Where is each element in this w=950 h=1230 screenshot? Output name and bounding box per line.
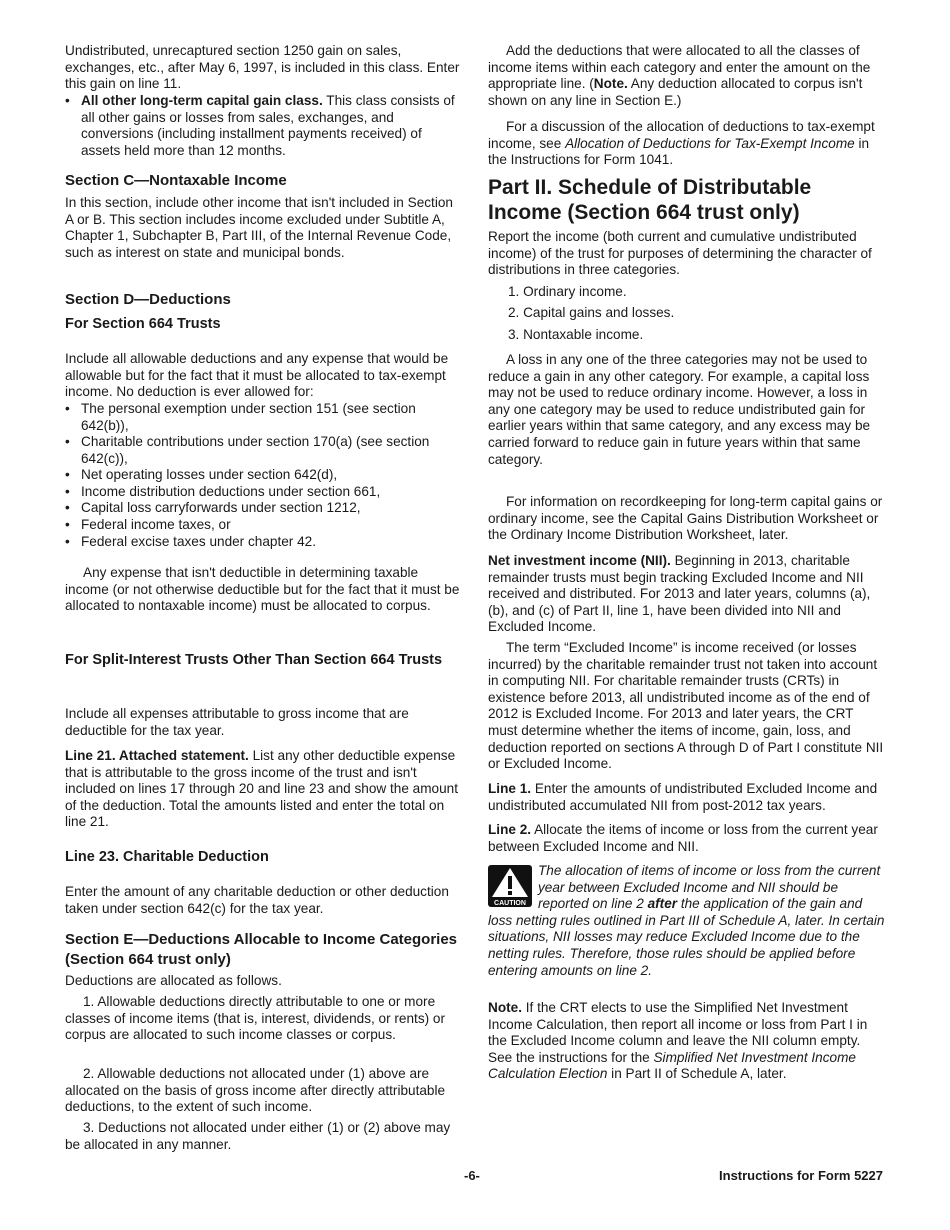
italic-text: Allocation of Deductions for Tax-Exempt Income <box>565 135 855 151</box>
section-heading <box>65 171 460 191</box>
text-run: For Section 664 Trusts <box>65 316 221 332</box>
text-run: A loss in any one of the three categories may not be used to reduce a gain in any other category. For example, a capital loss may not be used to reduce ordinary income. However, a loss in any one category may be used to reduce undistributed gain for earlier years within that same category, and any excess may be carried forward to reduce gain in future years within that same category. <box>488 352 871 467</box>
text-run: Include all allowable deductions and any expense that would be allowable but for the fact that it must be allocated to tax-exempt income. No deduction is ever allowed for: <box>65 351 449 400</box>
bold-text: Note. <box>488 1000 522 1015</box>
text-run: For Split-Interest Trusts Other Than Section 664 Trusts <box>65 652 443 668</box>
subheading <box>65 848 460 868</box>
paragraph <box>488 229 885 279</box>
text-run: Part II. Schedule of Distributable Income (Section 664 trust only) <box>488 176 812 224</box>
text-run: Allocate the items of income or loss from the current year between Excluded Income and NII. <box>488 822 878 854</box>
text-run: Federal excise taxes under chapter 42. <box>81 534 317 549</box>
paragraph <box>65 884 460 917</box>
bullet-item <box>65 500 460 517</box>
text-run: Net operating losses under section 642(d), <box>81 467 338 482</box>
paragraph <box>65 195 460 261</box>
bold-text: All other long-term capital gain class. <box>81 93 323 108</box>
bullet-item <box>65 517 460 534</box>
text-run: in the Instructions for Form 1041. <box>488 135 870 168</box>
subheading <box>65 315 460 335</box>
footer-form-title: Instructions for Form 5227 <box>719 1168 883 1183</box>
part-heading <box>488 175 885 225</box>
paragraph <box>488 640 885 773</box>
bullet-item <box>65 93 460 159</box>
text-run: Deductions are allocated as follows. <box>65 973 282 988</box>
italic-text: the application of the gain and loss netting rules outlined in Part III of Schedule A, later. In certain situations, NII losses may reduce Excluded Income due to the netting rules. Therefore, those rules should be applied before entering amounts on line 2. <box>488 896 885 978</box>
text-run: Income distribution deductions under section 661, <box>81 484 381 499</box>
text-run: Federal income taxes, or <box>81 517 231 532</box>
svg-text:CAUTION: CAUTION <box>494 900 526 907</box>
text-run: Beginning in 2013, charitable remainder trusts must begin tracking Excluded Income and NII received and distributed. For 2013 and later years, columns (a), (b), and (c) of Part II, line 1, have been divided into NII and Excluded Income. <box>488 553 871 635</box>
text-run: 1. Ordinary income. <box>508 284 627 299</box>
text-run: 3. Deductions not allocated under either (1) or (2) above may be allocated in any manner. <box>65 1120 451 1152</box>
bullet-item <box>65 484 460 501</box>
paragraph <box>65 973 460 990</box>
bullet-item <box>65 467 460 484</box>
text-run: Section E—Deductions Allocable to Income Categories (Section 664 trust only) <box>65 931 458 968</box>
paragraph <box>488 1000 885 1083</box>
text-run: Charitable contributions under section 170(a) (see section 642(c)), <box>81 434 430 466</box>
bold-text: Net investment income (NII). <box>488 553 671 568</box>
text-run: Enter the amounts of undistributed Excluded Income and undistributed accumulated NII from post-2012 tax years. <box>488 781 878 813</box>
bullet-item <box>65 534 460 551</box>
bold-text: Line 1. <box>488 781 532 796</box>
paragraph <box>488 781 885 814</box>
text-run: 2. Allowable deductions not allocated under (1) above are allocated on the basis of gross income after directly attributable deductions, to the extent of such income. <box>65 1066 446 1115</box>
text-run: List any other deductible expense that is attributable to the gross income of the trust and isn't included on lines 17 through 20 and line 23 and show the amount of the deduction. Total the amounts listed and enter the total on line 21. <box>65 748 458 830</box>
paragraph <box>488 553 885 636</box>
text-run: Undistributed, unrecaptured section 1250 gain on sales, exchanges, etc., after May 6, 1997, is included in this class. Enter this gain on line 11. <box>65 43 460 92</box>
text-run: Capital loss carryforwards under section 1212, <box>81 500 361 515</box>
text-run: The personal exemption under section 151 (see section 642(b)), <box>81 401 416 433</box>
text-run: For information on recordkeeping for long-term capital gains or ordinary income, see the Capital Gains Distribution Worksheet or the Ordinary Income Distribution Worksheet, later. <box>488 494 883 543</box>
numbered-item <box>488 327 885 344</box>
text-run: in Part II of Schedule A, later. <box>607 1066 787 1082</box>
paragraph <box>65 1120 460 1153</box>
paragraph <box>65 1066 460 1116</box>
paragraph <box>488 43 885 109</box>
text-run: In this section, include other income that isn't included in Section A or B. This section includes income excluded under Subtitle A, Chapter 1, Subchapter B, Part III, of the Internal Revenue Code, such as interest on state and municipal bonds. <box>65 195 453 260</box>
bold-text: Note. <box>593 76 628 92</box>
text-run: This class consists of all other gains or losses from sales, exchanges, and conversions (including installment payments received) of assets held more than 12 months. <box>81 93 455 158</box>
bullet-item <box>65 434 460 467</box>
text-run: For a discussion of the allocation of deductions to tax-exempt income, see <box>488 119 875 151</box>
numbered-item <box>488 284 885 301</box>
paragraph <box>65 748 460 831</box>
bullet-item <box>65 401 460 434</box>
text-run: 2. Capital gains and losses. <box>508 305 675 320</box>
italic-text: Simplified Net Investment Income Calculation Election <box>488 1049 856 1082</box>
text-run: Any expense that isn't deductible in determining taxable income (or not otherwise deductible but for the fact that it must be allocated to nontaxable income) must be allocated to corpus. <box>65 565 460 614</box>
paragraph <box>65 351 460 401</box>
caution-icon <box>488 865 532 907</box>
text-run: The term “Excluded Income” is income received (or losses incurred) by the charitable remainder trust not taken into account in computing NII. For charitable remainder trusts (CRTs) in existence before 2013, all undistributed income as of the end of 2012 is Excluded Income. For 2013 and later years, the CRT must determine whether the items of income, gain, loss, and deduction reported on sections A through D of Part I constitute NII or Excluded Income. <box>488 640 884 772</box>
text-run: Enter the amount of any charitable deduction or other deduction taken under section 642(c) for the tax year. <box>65 884 449 916</box>
section-heading <box>65 930 460 969</box>
paragraph <box>488 352 885 468</box>
italic-text: The allocation of items of income or loss from the current year between Excluded Income and NII should be reported on line 2 <box>538 863 881 912</box>
bold-text: Line 2. <box>488 822 532 837</box>
text-run: If the CRT elects to use the Simplified Net Investment Income Calculation, then report all income or loss from Part I in the Excluded Income column and leave the NII column empty. See the instructions for the <box>488 1000 868 1065</box>
paragraph <box>65 994 460 1044</box>
paragraph <box>65 43 460 93</box>
text-run: Line 23. Charitable Deduction <box>65 849 269 865</box>
page-number: -6- <box>464 1168 480 1183</box>
text-run: Report the income (both current and cumulative undistributed income) of the trust for purposes of determining the character of distributions in three categories. <box>488 229 872 278</box>
numbered-item <box>488 305 885 322</box>
paragraph <box>488 494 885 544</box>
text-run: Any deduction allocated to corpus isn't shown on any line in Section E.) <box>488 76 863 108</box>
text-run: 3. Nontaxable income. <box>508 327 644 342</box>
section-heading <box>65 290 460 310</box>
subheading <box>65 651 460 671</box>
paragraph <box>488 119 885 169</box>
paragraph <box>65 706 460 739</box>
bold-text: after <box>647 896 678 912</box>
paragraph <box>488 822 885 855</box>
bold-text: Line 21. Attached statement. <box>65 748 249 763</box>
text-run: Section D—Deductions <box>65 291 231 308</box>
text-run: Include all expenses attributable to gross income that are deductible for the tax year. <box>65 706 409 738</box>
paragraph <box>65 565 460 615</box>
caution-note <box>488 863 885 979</box>
text-run: Add the deductions that were allocated to all the classes of income items within each category and enter the amount on the appropriate line. ( <box>488 43 871 92</box>
text-run: Section C—Nontaxable Income <box>65 172 287 189</box>
text-run: 1. Allowable deductions directly attributable to one or more classes of income items (that is, interest, dividends, or rents) or corpus are allocated to such income classes or corpus. <box>65 994 446 1043</box>
